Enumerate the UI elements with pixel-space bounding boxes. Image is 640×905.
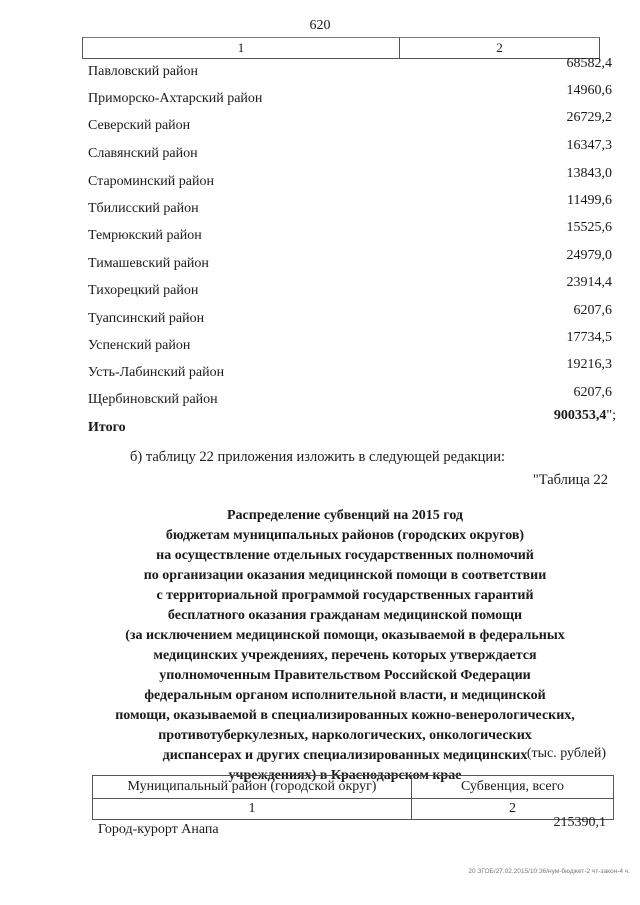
table1-row-value: 17734,5 xyxy=(566,330,612,345)
table-number-label: "Таблица 22 xyxy=(532,472,608,488)
title-line: противотуберкулезных, наркологических, онкологических xyxy=(158,728,532,743)
document-title xyxy=(80,506,610,786)
table2-row-name: Город-курорт Анапа xyxy=(98,822,219,837)
title-line: диспансерах и других специализированных медицинских xyxy=(162,748,528,763)
table1-row-name: Успенский район xyxy=(88,338,191,353)
table1-row-value: 6207,6 xyxy=(573,385,612,400)
table2-index-col1: 1 xyxy=(92,798,412,820)
title-line: на осуществление отдельных государственных полномочий xyxy=(156,548,534,563)
table1-row-name: Приморско-Ахтарский район xyxy=(88,91,263,106)
title-line: уполномоченным Правительством Российской Федерации xyxy=(159,668,531,683)
table1-row-name: Туапсинский район xyxy=(88,311,205,326)
title-line: с территориальной программой государственных гарантий xyxy=(156,588,534,603)
table1-row-value: 11499,6 xyxy=(567,193,612,208)
table1-header-col2: 2 xyxy=(399,37,600,59)
table1-row-value: 24979,0 xyxy=(566,248,612,263)
table1-total-label: Итого xyxy=(88,420,126,435)
units-label: (тыс. рублей) xyxy=(526,746,606,761)
instruction-paragraph: б) таблицу 22 приложения изложить в следующей редакции: xyxy=(130,449,505,465)
table1-row-name: Усть-Лабинский район xyxy=(88,365,225,380)
table1-row-value: 13843,0 xyxy=(566,166,612,181)
table1-row-value: 26729,2 xyxy=(566,110,612,125)
table2-header xyxy=(92,775,614,819)
table1-row-name: Щербиновский район xyxy=(88,392,218,407)
title-line: бюджетам муниципальных районов (городских округов) xyxy=(165,528,525,543)
title-line: помощи, оказываемой в специализированных кожно-венерологических, xyxy=(115,708,575,723)
title-line: Распределение субвенций на 2015 год xyxy=(227,508,463,523)
table1-row-name: Северский район xyxy=(88,118,191,133)
table1-row-value: 14960,6 xyxy=(566,83,612,98)
table1-row-name: Тбилисский район xyxy=(88,201,199,216)
table1-row-value: 19216,3 xyxy=(566,357,612,372)
table1-row-value: 15525,6 xyxy=(566,220,612,235)
table2-header-col1: Муниципальный район (городской округ) xyxy=(92,775,412,799)
table1-row-value: 68582,4 xyxy=(566,56,612,71)
table2-row-value: 215390,1 xyxy=(553,815,606,830)
table2-header-col2: Субвенция, всего xyxy=(411,775,614,799)
title-line: учреждениях) в Краснодарском крае xyxy=(228,768,462,783)
table1-row-name: Тихорецкий район xyxy=(88,283,199,298)
table1-row-value: 16347,3 xyxy=(566,138,612,153)
table1-row-value: 23914,4 xyxy=(566,275,612,290)
page-number: 620 xyxy=(309,18,331,33)
title-line: (за исключением медицинской помощи, оказываемой в федеральных xyxy=(125,628,565,643)
title-line: федеральным органом исполнительной власти, и медицинской xyxy=(144,688,546,703)
table1-row-name: Староминский район xyxy=(88,174,214,189)
table2-index-col2: 2 xyxy=(411,798,614,820)
table1-row-name: Тимашевский район xyxy=(88,256,209,271)
table1-total-number: 900353,4 xyxy=(553,408,607,423)
table1-total-value xyxy=(554,408,616,424)
title-line: бесплатного оказания гражданам медицинской помощи xyxy=(167,608,523,623)
table1-row-value: 6207,6 xyxy=(573,303,612,318)
footer-stamp: 20 ЗГОБ/27.02.2015/10:36/нум-бюджет-2 чт-закон-4 ч. xyxy=(468,868,630,875)
table1-total-suffix: "; xyxy=(606,408,616,423)
title-line: медицинских учреждениях, перечень которых утверждается xyxy=(153,648,537,663)
table1-header xyxy=(82,37,599,59)
table1-header-col1: 1 xyxy=(82,37,400,59)
table1-row-name: Павловский район xyxy=(88,64,198,79)
table1-row-name: Славянский район xyxy=(88,146,198,161)
table1-row-name: Темрюкский район xyxy=(88,228,202,243)
title-line: по организации оказания медицинской помощи в соответствии xyxy=(143,568,547,583)
